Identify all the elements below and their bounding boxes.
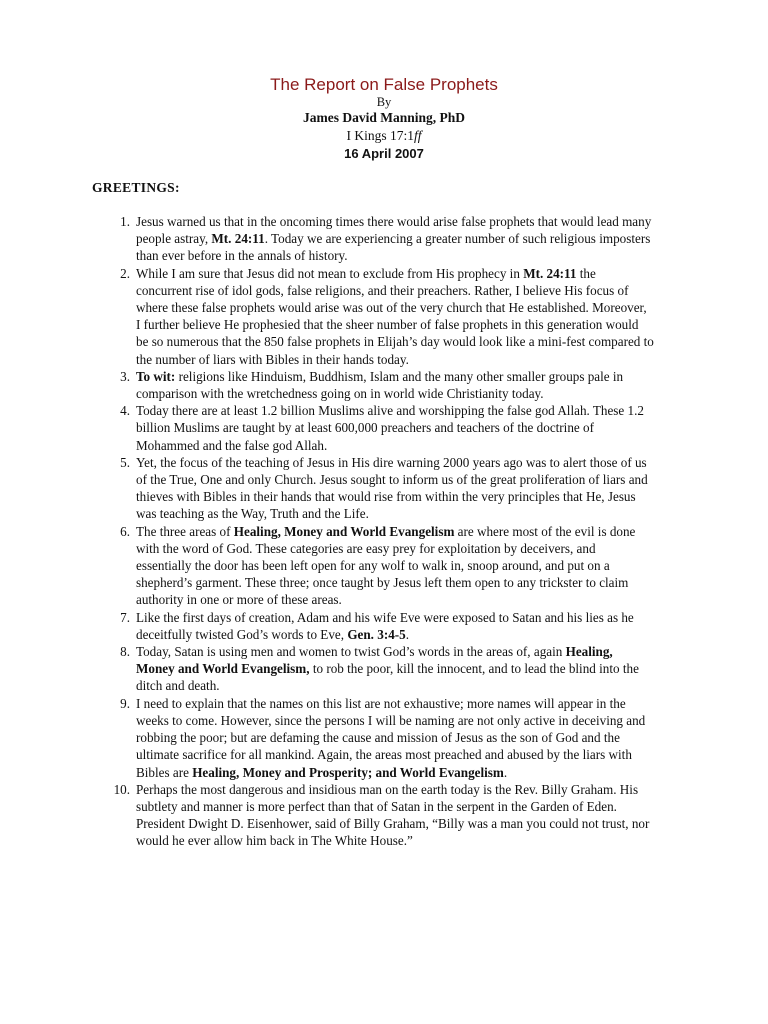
list-item	[120, 213, 654, 265]
list-item-bold-text: Mt. 24:11	[523, 265, 577, 281]
list-item-text: .	[503, 764, 508, 780]
document-title: The Report on False Prophets	[270, 75, 498, 94]
list-item-number: 6.	[120, 523, 130, 539]
list-item-text: Jesus warned us that in the oncoming times there would arise false prophets that would lead many people astray,	[136, 214, 652, 247]
byline-label: By	[376, 95, 392, 109]
list-item-bold-text: Healing, Money and World Evangelism,	[136, 644, 613, 677]
list-item-number: 4.	[120, 403, 130, 419]
list-item-number: 7.	[120, 609, 130, 625]
list-item-text: . Today we are experiencing a greater number of such religious imposters than ever before in the annals of history.	[136, 231, 651, 264]
list-item-text: are where most of the evil is done with the word of God. These categories are easy prey for exploitation by deceivers, and essentially the door has been left open for any wolf to walk in, snoop around, and put on a shepherd’s garment. These three; once taught by Jesus left them open to any trickster to claim authority in one or more of these areas.	[136, 523, 636, 608]
scripture-reference	[0, 128, 768, 144]
list-item-text: I need to explain that the names on this list are not exhaustive; more names will appear in the weeks to come. However, since the persons I will be naming are not only active in deceiving and robbing the poor; but are defaming the cause and mission of Jesus as the son of God and the ultimate sacrifice for all mankind. Again, the areas most preached and abused by the liars with Bibles are	[136, 695, 646, 780]
list-item-text: Today, Satan is using men and women to twist God’s words in the areas of, again	[136, 644, 566, 660]
list-item-bold-text: Healing, Money and Prosperity; and World Evangelism	[192, 764, 504, 780]
list-item-number: 3.	[120, 368, 130, 384]
list-item	[120, 523, 654, 609]
list-item-number: 10.	[113, 781, 130, 797]
list-item-number: 5.	[120, 454, 130, 470]
list-item	[120, 695, 654, 781]
list-item-number: 1.	[120, 214, 130, 229]
list-item	[120, 402, 654, 454]
list-item	[120, 609, 654, 643]
scripture-reference-suffix: ff	[413, 128, 422, 143]
list-item-text: to rob the poor, kill the innocent, and to lead the blind into the ditch and death.	[136, 661, 639, 694]
list-item	[120, 643, 654, 695]
list-item-text: Like the first days of creation, Adam and his wife Eve were exposed to Satan and his lies as he deceitfully twisted God’s words to Eve,	[136, 609, 634, 642]
list-item-text: the concurrent rise of idol gods, false religions, and their preachers. Rather, I believe His focus of where these false prophets would arise was out of the very church that He established. Moreover, I further believe He prophesied that the sheer number of false prophets in this generation would be so numerous that the 850 false prophets in Elijah’s day would look like a mini-fest compared to the number of liars with Bibles in their hands today.	[136, 265, 654, 367]
list-item	[113, 781, 654, 850]
list-item	[120, 265, 654, 368]
list-item-bold-text: Gen. 3:4-5	[347, 626, 406, 642]
list-item-text: Perhaps the most dangerous and insidious man on the earth today is the Rev. Billy Graham. His subtlety and manner is more perfect than that of Satan in the serpent in the Garden of Eden. President Dwight D. Eisenhower, said of Billy Graham, “Billy was a man you could not trust, nor would he ever allow him back in The White House.”	[136, 781, 650, 849]
list-item-text: Today there are at least 1.2 billion Muslims alive and worshipping the false god Allah. These 1.2 billion Muslims are taught by at least 600,000 preachers and teachers of the doctrine of Mohammed and the false god Allah.	[136, 403, 644, 453]
list-item-bold-text: Healing, Money and World Evangelism	[233, 523, 455, 539]
list-item-bold-text: To wit:	[136, 368, 176, 384]
list-item-text: religions like Hinduism, Buddhism, Islam and the many other smaller groups pale in comparison with the wretchedness going on in world wide Christianity today.	[136, 368, 624, 402]
list-item-number: 8.	[120, 644, 130, 660]
author-name: James David Manning, PhD	[302, 110, 466, 125]
list-item	[120, 454, 654, 523]
list-item-text: The three areas of	[136, 523, 234, 539]
document-date: 16 April 2007	[344, 146, 424, 161]
list-item-bold-text: Mt. 24:11	[211, 231, 265, 247]
greeting-heading: GREETINGS:	[92, 180, 180, 195]
list-item-number: 9.	[120, 695, 130, 711]
list-item	[120, 368, 654, 402]
numbered-list	[113, 213, 654, 850]
list-item-number: 2.	[120, 265, 130, 281]
list-item-text: While I am sure that Jesus did not mean to exclude from His prophecy in	[136, 265, 524, 281]
list-item-text: Yet, the focus of the teaching of Jesus in His dire warning 2000 years ago was to alert those of us of the True, One and only Church. Jesus sought to inform us of the great proliferation of liars and thieves with Bibles in their hands that would rise from within the very principles that He, Jesus was teaching as the Way, Truth and the Life.	[136, 454, 648, 522]
scripture-reference-main: I Kings 17:1	[346, 128, 414, 143]
list-item-text: .	[405, 626, 410, 642]
